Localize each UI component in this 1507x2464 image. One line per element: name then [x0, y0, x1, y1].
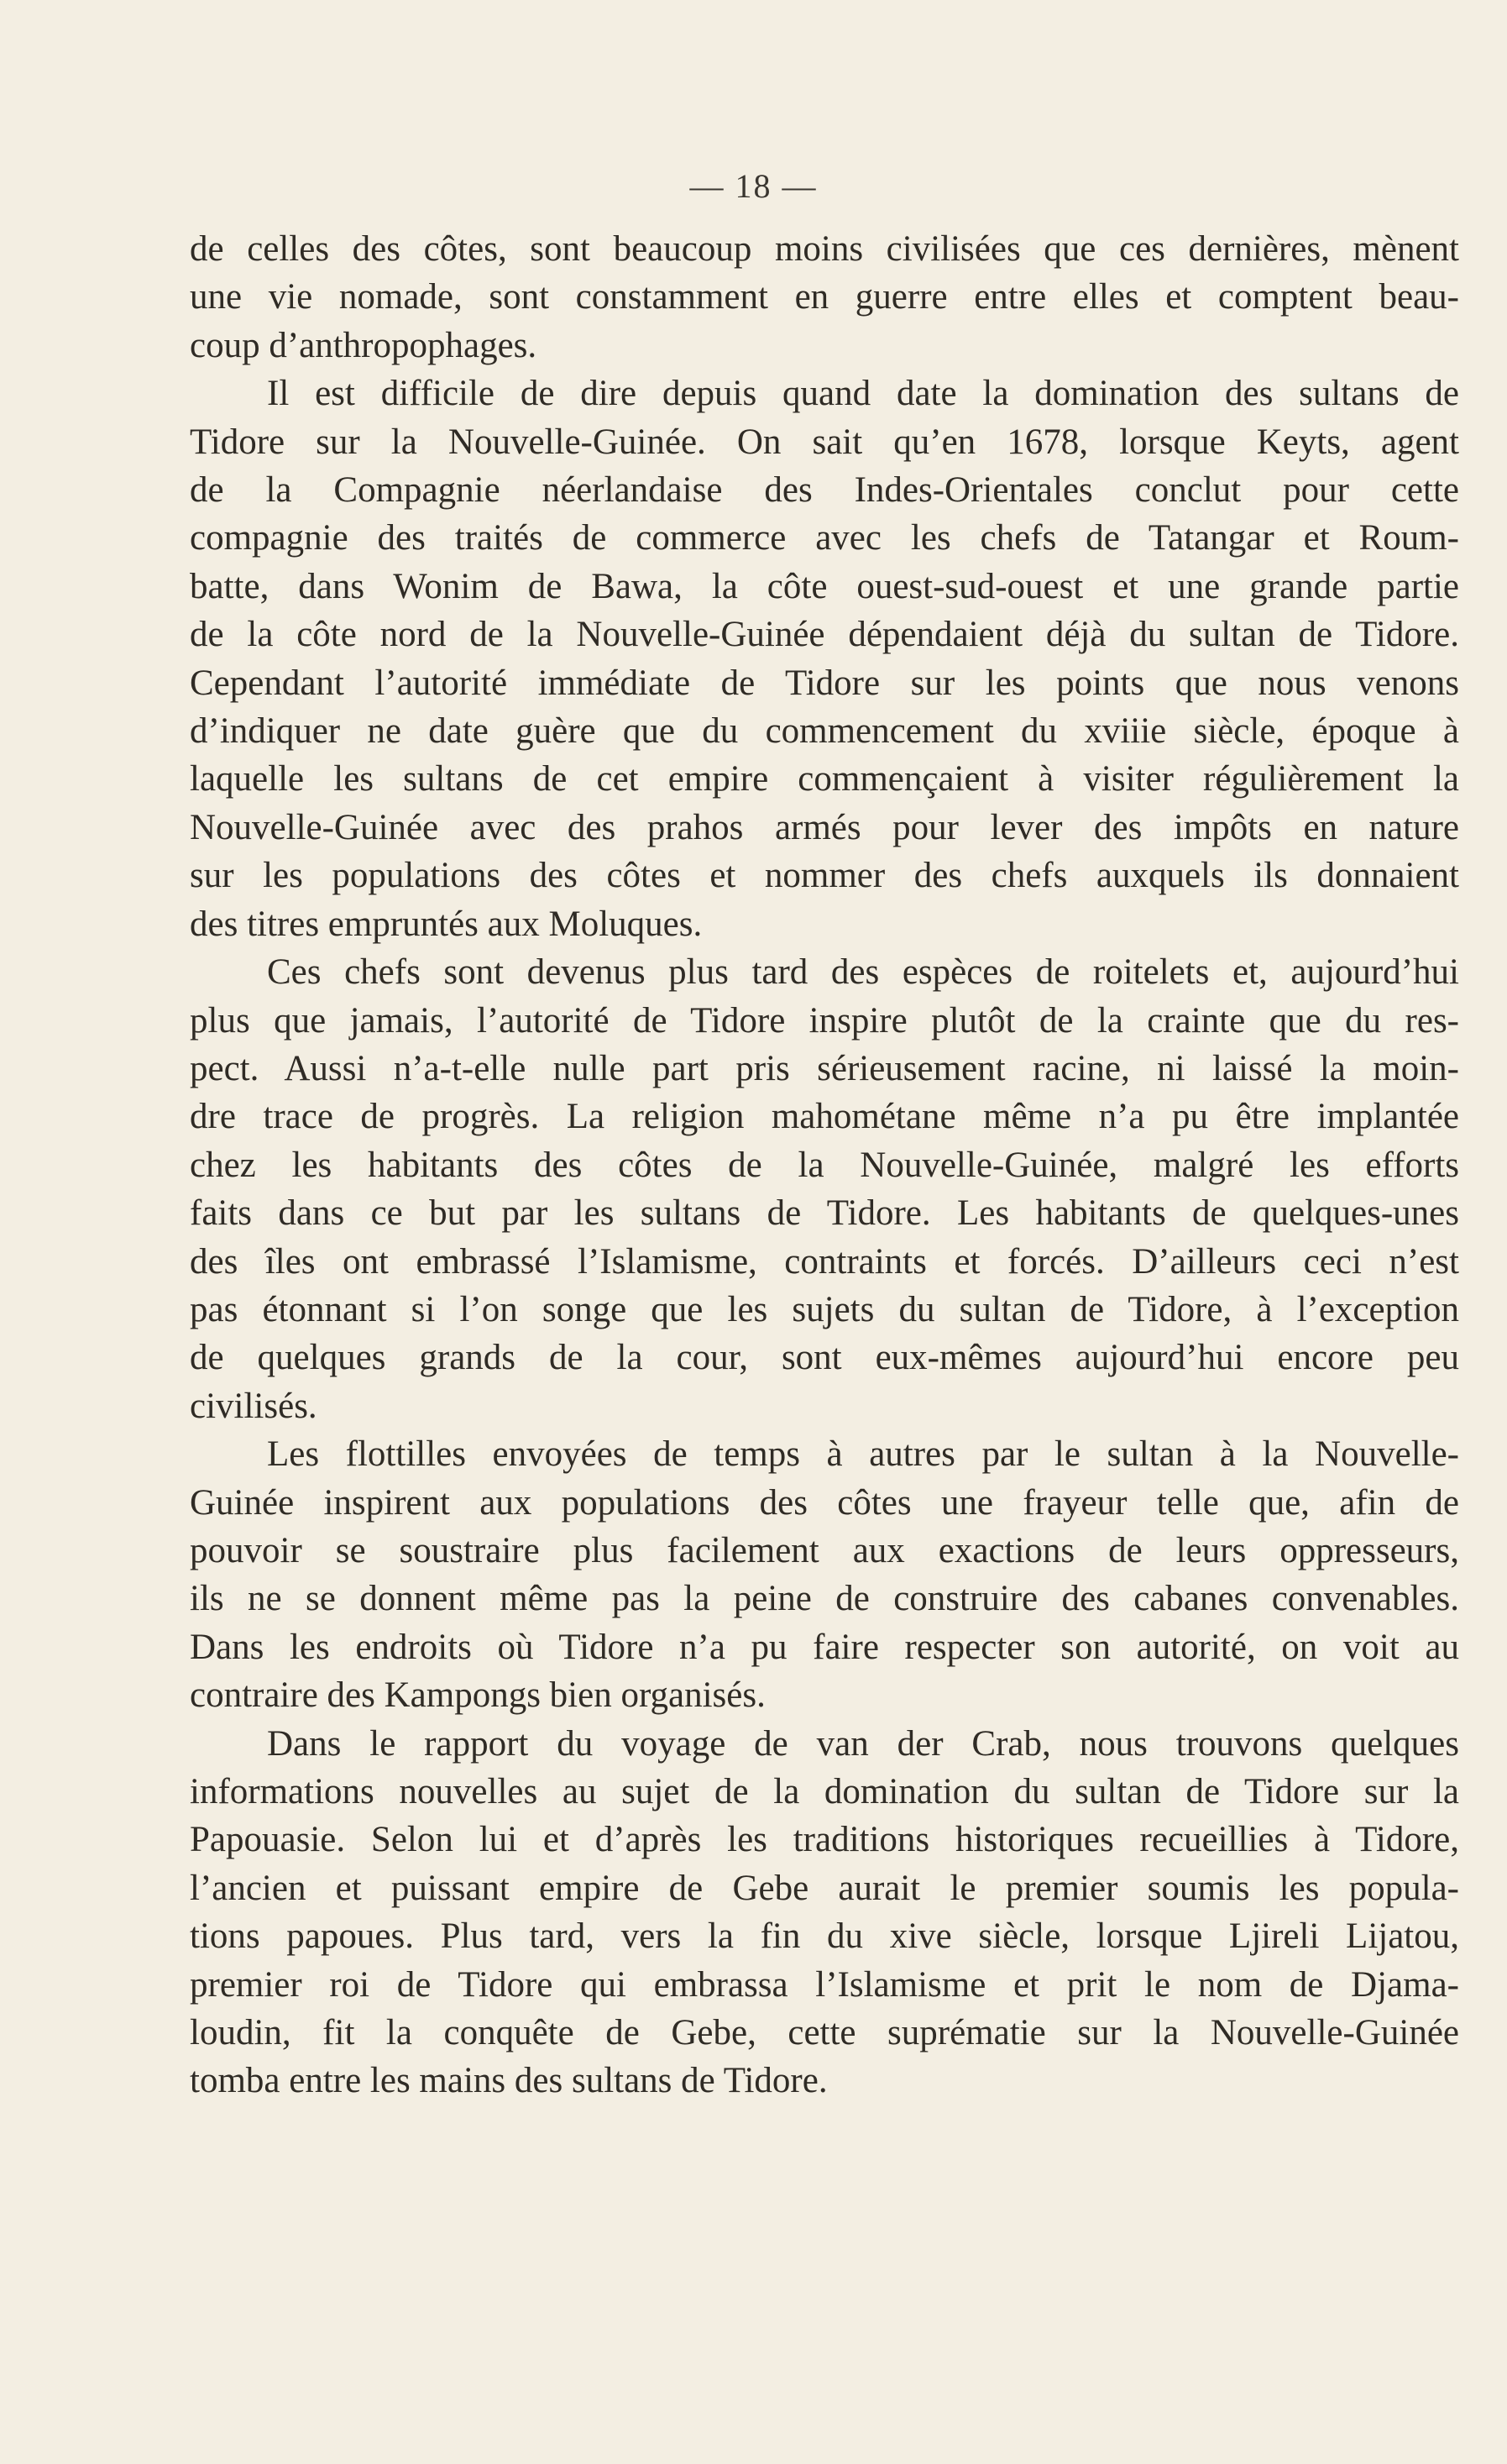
text-line: de quelques grands de la cour, sont eux-mêmes aujourd’hui encore peu — [190, 1338, 1459, 1378]
text-line: dre trace de progrès. La religion mahométane même n’a pu être implantée — [190, 1097, 1459, 1137]
text-line: premier roi de Tidore qui embrassa l’Islamisme et prit le nom de Djama- — [190, 1964, 1459, 2005]
text-line: l’ancien et puissant empire de Gebe aurait le premier soumis les popula- — [190, 1868, 1459, 1908]
text-line: Cependant l’autorité immédiate de Tidore sur les points que nous venons — [190, 663, 1459, 703]
text-line: d’indiquer ne date guère que du commencement du xviiie siècle, époque à — [190, 711, 1459, 752]
text-line: sur les populations des côtes et nommer des chefs auxquels ils donnaient — [190, 856, 1459, 896]
text-line: Tidore sur la Nouvelle-Guinée. On sait qu’en 1678, lorsque Keyts, agent — [190, 422, 1459, 462]
text-line: chez les habitants des côtes de la Nouvelle-Guinée, malgré les efforts — [190, 1145, 1459, 1185]
text-line: loudin, fit la conquête de Gebe, cette suprématie sur la Nouvelle-Guinée — [190, 2013, 1459, 2053]
text-line: une vie nomade, sont constamment en guerre entre elles et comptent beau- — [190, 277, 1459, 317]
text-line: Nouvelle-Guinée avec des prahos armés pour lever des impôts en nature — [190, 807, 1459, 847]
paragraph — [190, 225, 1459, 370]
text-line: batte, dans Wonim de Bawa, la côte ouest-sud-ouest et une grande partie — [190, 566, 1459, 606]
text-line: Les flottilles envoyées de temps à autres par le sultan à la Nouvelle- — [267, 1434, 1459, 1475]
text-line: tomba entre les mains des sultans de Tidore. — [190, 2061, 828, 2101]
text-line: pouvoir se soustraire plus facilement aux exactions de leurs oppresseurs, — [190, 1530, 1459, 1570]
text-line: plus que jamais, l’autorité de Tidore inspire plutôt de la crainte que du res- — [190, 1000, 1459, 1041]
text-line: de celles des côtes, sont beaucoup moins civilisées que ces dernières, mènent — [190, 229, 1459, 269]
text-line: informations nouvelles au sujet de la domination du sultan de Tidore sur la — [190, 1772, 1459, 1811]
text-line: pas étonnant si l’on songe que les sujets du sultan de Tidore, à l’exception — [190, 1289, 1459, 1329]
text-line: Ces chefs sont devenus plus tard des espèces de roitelets et, aujourd’hui — [267, 952, 1459, 993]
text-line: civilisés. — [190, 1386, 317, 1426]
paragraph — [190, 1720, 1459, 2105]
text-line: laquelle les sultans de cet empire commençaient à visiter régulièrement la — [190, 759, 1459, 799]
text-line: Il est difficile de dire depuis quand date la domination des sultans de — [267, 374, 1459, 414]
text-line: des titres empruntés aux Moluques. — [190, 904, 703, 944]
text-line: contraire des Kampongs bien organisés. — [190, 1675, 766, 1716]
text-line: de la côte nord de la Nouvelle-Guinée dépendaient déjà du sultan de Tidore. — [190, 615, 1459, 655]
text-line: compagnie des traités de commerce avec les chefs de Tatangar et Roum- — [190, 518, 1459, 558]
text-line: Papouasie. Selon lui et d’après les traditions historiques recueillies à Tidore, — [190, 1820, 1459, 1860]
page-number: — 18 — — [689, 167, 818, 205]
text-line: Dans le rapport du voyage de van der Crab, nous trouvons quelques — [267, 1723, 1459, 1764]
text-line: pect. Aussi n’a-t-elle nulle part pris sérieusement racine, ni laissé la moin- — [190, 1048, 1459, 1088]
text-line: coup d’anthropophages. — [190, 325, 537, 365]
paragraph — [190, 1430, 1459, 1719]
text-line: de la Compagnie néerlandaise des Indes-Orientales conclut pour cette — [190, 470, 1459, 511]
text-line: ils ne se donnent même pas la peine de construire des cabanes convenables. — [190, 1579, 1459, 1619]
text-line: faits dans ce but par les sultans de Tidore. Les habitants de quelques-unes — [190, 1193, 1459, 1234]
body-text — [190, 225, 1459, 2105]
paragraph — [190, 370, 1459, 948]
paragraph — [190, 948, 1459, 1430]
text-line: tions papoues. Plus tard, vers la fin du xive siècle, lorsque Ljireli Lijatou, — [190, 1916, 1459, 1957]
text-line: Guinée inspirent aux populations des côtes une frayeur telle que, afin de — [190, 1482, 1459, 1523]
text-line: Dans les endroits où Tidore n’a pu faire respecter son autorité, on voit au — [190, 1627, 1459, 1667]
text-line: des îles ont embrassé l’Islamisme, contraints et forcés. D’ailleurs ceci n’est — [190, 1241, 1459, 1282]
